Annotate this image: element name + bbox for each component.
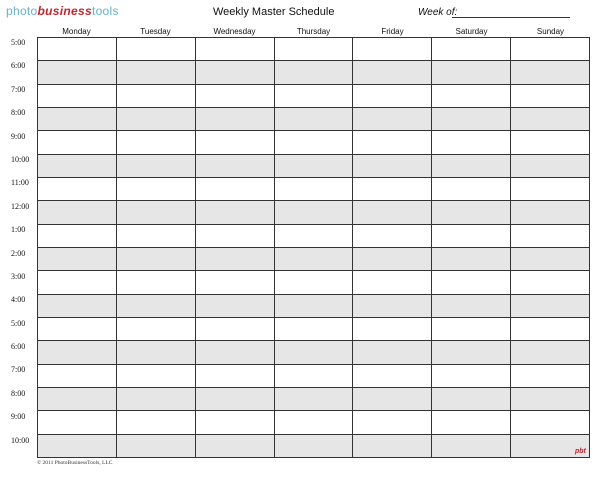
schedule-cell-monday[interactable]	[38, 248, 117, 270]
schedule-cell-friday[interactable]	[353, 178, 432, 200]
schedule-cell-sunday[interactable]	[511, 178, 589, 200]
schedule-row	[38, 341, 589, 364]
schedule-grid	[37, 37, 590, 458]
schedule-cell-sunday[interactable]	[511, 341, 589, 363]
time-label: 4:00	[11, 295, 26, 305]
time-label: 7:00	[11, 365, 26, 375]
schedule-cell-tuesday[interactable]	[117, 61, 196, 83]
schedule-cell-tuesday[interactable]	[117, 155, 196, 177]
time-label: 5:00	[11, 38, 26, 47]
brand-logo	[6, 4, 119, 18]
schedule-cell-tuesday[interactable]	[117, 388, 196, 410]
schedule-cell-thursday[interactable]	[275, 38, 354, 60]
schedule-cell-thursday[interactable]	[275, 435, 354, 457]
time-label: 8:00	[11, 108, 26, 118]
schedule-cell-sunday[interactable]	[511, 155, 589, 177]
schedule-cell-monday[interactable]	[38, 131, 117, 153]
time-label: 6:00	[11, 342, 26, 352]
time-label: 12:00	[11, 201, 30, 211]
schedule-cell-monday[interactable]	[38, 411, 117, 433]
schedule-cell-wednesday[interactable]	[196, 248, 275, 270]
schedule-cell-saturday[interactable]	[432, 38, 511, 60]
time-label: 10:00	[11, 435, 30, 445]
schedule-cell-tuesday[interactable]	[117, 201, 196, 223]
schedule-row	[38, 155, 589, 178]
schedule-cell-friday[interactable]	[353, 295, 432, 317]
schedule-cell-friday[interactable]	[353, 131, 432, 153]
schedule-cell-sunday[interactable]	[511, 295, 589, 317]
schedule-cell-tuesday[interactable]	[117, 318, 196, 340]
schedule-cell-monday[interactable]	[38, 85, 117, 107]
day-header-monday: Monday	[62, 27, 91, 36]
schedule-cell-tuesday[interactable]	[117, 178, 196, 200]
schedule-cell-wednesday[interactable]	[196, 131, 275, 153]
schedule-cell-thursday[interactable]	[275, 295, 354, 317]
day-header-wednesday: Wednesday	[213, 27, 256, 36]
schedule-row	[38, 318, 589, 341]
schedule-cell-saturday[interactable]	[432, 411, 511, 433]
schedule-cell-monday[interactable]	[38, 61, 117, 83]
schedule-cell-friday[interactable]	[353, 411, 432, 433]
schedule-cell-saturday[interactable]	[432, 131, 511, 153]
logo-part-tools: tools	[91, 4, 119, 18]
schedule-row	[38, 388, 589, 411]
schedule-cell-friday[interactable]	[353, 271, 432, 293]
schedule-cell-tuesday[interactable]	[117, 108, 196, 130]
time-label: 6:00	[11, 61, 26, 71]
schedule-cell-tuesday[interactable]	[117, 131, 196, 153]
schedule-cell-sunday[interactable]	[511, 411, 589, 433]
schedule-cell-saturday[interactable]	[432, 341, 511, 363]
schedule-cell-wednesday[interactable]	[196, 271, 275, 293]
schedule-cell-friday[interactable]	[353, 341, 432, 363]
time-label: 9:00	[11, 412, 26, 422]
schedule-cell-monday[interactable]	[38, 108, 117, 130]
schedule-cell-wednesday[interactable]	[196, 108, 275, 130]
schedule-cell-thursday[interactable]	[275, 248, 354, 270]
schedule-row	[38, 61, 589, 84]
schedule-row	[38, 178, 589, 201]
schedule-cell-wednesday[interactable]	[196, 341, 275, 363]
schedule-row	[38, 411, 589, 434]
schedule-cell-thursday[interactable]	[275, 61, 354, 83]
schedule-cell-tuesday[interactable]	[117, 435, 196, 457]
schedule-cell-sunday[interactable]	[511, 85, 589, 107]
schedule-row	[38, 365, 589, 388]
schedule-cell-wednesday[interactable]	[196, 155, 275, 177]
schedule-cell-saturday[interactable]	[432, 248, 511, 270]
schedule-cell-wednesday[interactable]	[196, 365, 275, 387]
schedule-cell-saturday[interactable]	[432, 61, 511, 83]
schedule-cell-thursday[interactable]	[275, 108, 354, 130]
copyright-notice: © 2011 PhotoBusinessTools, LLC	[37, 460, 113, 466]
schedule-row	[38, 295, 589, 318]
day-header-tuesday: Tuesday	[140, 27, 171, 36]
schedule-cell-tuesday[interactable]	[117, 411, 196, 433]
logo-part-photo: photo	[6, 4, 38, 18]
schedule-cell-friday[interactable]	[353, 108, 432, 130]
schedule-row	[38, 131, 589, 154]
schedule-cell-tuesday[interactable]	[117, 365, 196, 387]
schedule-row	[38, 225, 589, 248]
schedule-cell-friday[interactable]	[353, 201, 432, 223]
schedule-cell-tuesday[interactable]	[117, 341, 196, 363]
schedule-cell-thursday[interactable]	[275, 318, 354, 340]
schedule-cell-friday[interactable]	[353, 248, 432, 270]
schedule-cell-friday[interactable]	[353, 155, 432, 177]
schedule-cell-monday[interactable]	[38, 38, 117, 60]
schedule-cell-tuesday[interactable]	[117, 271, 196, 293]
schedule-cell-monday[interactable]	[38, 318, 117, 340]
schedule-cell-saturday[interactable]	[432, 318, 511, 340]
schedule-cell-friday[interactable]	[353, 61, 432, 83]
schedule-cell-monday[interactable]	[38, 155, 117, 177]
schedule-cell-saturday[interactable]	[432, 271, 511, 293]
schedule-cell-thursday[interactable]	[275, 178, 354, 200]
time-label: 1:00	[11, 225, 26, 235]
schedule-cell-wednesday[interactable]	[196, 411, 275, 433]
time-label: 2:00	[11, 248, 26, 258]
page-title: Weekly Master Schedule	[213, 6, 335, 18]
time-label: 10:00	[11, 154, 30, 164]
schedule-cell-wednesday[interactable]	[196, 38, 275, 60]
schedule-cell-wednesday[interactable]	[196, 295, 275, 317]
schedule-cell-sunday[interactable]	[511, 225, 589, 247]
schedule-cell-wednesday[interactable]	[196, 201, 275, 223]
schedule-cell-thursday[interactable]	[275, 131, 354, 153]
schedule-cell-sunday[interactable]	[511, 318, 589, 340]
schedule-cell-friday[interactable]	[353, 388, 432, 410]
schedule-cell-sunday[interactable]	[511, 271, 589, 293]
schedule-cell-sunday[interactable]	[511, 388, 589, 410]
schedule-cell-monday[interactable]	[38, 178, 117, 200]
schedule-cell-monday[interactable]	[38, 225, 117, 247]
schedule-cell-sunday[interactable]	[511, 108, 589, 130]
week-of-label: Week of:	[418, 7, 458, 18]
schedule-row	[38, 38, 589, 61]
pbt-corner-mark: pbt	[575, 448, 586, 455]
time-label: 5:00	[11, 318, 26, 328]
schedule-cell-tuesday[interactable]	[117, 38, 196, 60]
schedule-cell-tuesday[interactable]	[117, 248, 196, 270]
schedule-cell-wednesday[interactable]	[196, 318, 275, 340]
schedule-row	[38, 108, 589, 131]
schedule-cell-saturday[interactable]	[432, 155, 511, 177]
schedule-cell-monday[interactable]	[38, 201, 117, 223]
schedule-cell-saturday[interactable]	[432, 295, 511, 317]
schedule-cell-monday[interactable]	[38, 295, 117, 317]
schedule-cell-tuesday[interactable]	[117, 295, 196, 317]
schedule-cell-wednesday[interactable]	[196, 435, 275, 457]
schedule-cell-friday[interactable]	[353, 318, 432, 340]
schedule-cell-saturday[interactable]	[432, 85, 511, 107]
day-header-friday: Friday	[381, 27, 404, 36]
schedule-cell-thursday[interactable]	[275, 411, 354, 433]
schedule-cell-thursday[interactable]	[275, 225, 354, 247]
day-header-sunday: Sunday	[536, 27, 565, 36]
schedule-cell-saturday[interactable]	[432, 365, 511, 387]
schedule-cell-sunday[interactable]	[511, 131, 589, 153]
logo-part-business: business	[37, 4, 92, 18]
schedule-cell-sunday[interactable]	[511, 365, 589, 387]
schedule-cell-thursday[interactable]	[275, 85, 354, 107]
schedule-cell-saturday[interactable]	[432, 201, 511, 223]
schedule-cell-sunday[interactable]	[511, 38, 589, 60]
schedule-cell-sunday[interactable]	[511, 248, 589, 270]
schedule-cell-monday[interactable]	[38, 435, 117, 457]
schedule-cell-saturday[interactable]	[432, 108, 511, 130]
schedule-cell-friday[interactable]	[353, 365, 432, 387]
schedule-cell-friday[interactable]	[353, 225, 432, 247]
schedule-cell-friday[interactable]	[353, 435, 432, 457]
schedule-cell-thursday[interactable]	[275, 271, 354, 293]
time-label: 3:00	[11, 271, 26, 281]
schedule-cell-saturday[interactable]	[432, 435, 511, 457]
schedule-row	[38, 435, 589, 457]
schedule-cell-tuesday[interactable]	[117, 85, 196, 107]
schedule-cell-thursday[interactable]	[275, 155, 354, 177]
schedule-cell-thursday[interactable]	[275, 341, 354, 363]
time-label: 7:00	[11, 84, 26, 94]
schedule-row	[38, 271, 589, 294]
schedule-cell-friday[interactable]	[353, 38, 432, 60]
schedule-cell-thursday[interactable]	[275, 388, 354, 410]
schedule-cell-monday[interactable]	[38, 365, 117, 387]
schedule-cell-wednesday[interactable]	[196, 61, 275, 83]
schedule-cell-sunday[interactable]	[511, 201, 589, 223]
schedule-cell-wednesday[interactable]	[196, 225, 275, 247]
schedule-row	[38, 248, 589, 271]
time-column	[0, 37, 37, 458]
schedule-row	[38, 85, 589, 108]
week-of-field[interactable]	[452, 17, 570, 18]
day-header-thursday: Thursday	[296, 27, 331, 36]
schedule-cell-saturday[interactable]	[432, 178, 511, 200]
schedule-cell-wednesday[interactable]	[196, 388, 275, 410]
schedule-cell-thursday[interactable]	[275, 201, 354, 223]
schedule-cell-tuesday[interactable]	[117, 225, 196, 247]
schedule-cell-friday[interactable]	[353, 85, 432, 107]
day-header-saturday: Saturday	[455, 27, 488, 36]
schedule-cell-saturday[interactable]	[432, 225, 511, 247]
schedule-row	[38, 201, 589, 224]
schedule-cell-thursday[interactable]	[275, 365, 354, 387]
schedule-cell-monday[interactable]	[38, 341, 117, 363]
time-label: 11:00	[11, 178, 29, 188]
time-label: 9:00	[11, 131, 26, 141]
time-label: 8:00	[11, 388, 26, 398]
schedule-cell-wednesday[interactable]	[196, 178, 275, 200]
schedule-cell-saturday[interactable]	[432, 388, 511, 410]
schedule-cell-monday[interactable]	[38, 271, 117, 293]
schedule-cell-sunday[interactable]	[511, 61, 589, 83]
schedule-cell-wednesday[interactable]	[196, 85, 275, 107]
schedule-cell-monday[interactable]	[38, 388, 117, 410]
